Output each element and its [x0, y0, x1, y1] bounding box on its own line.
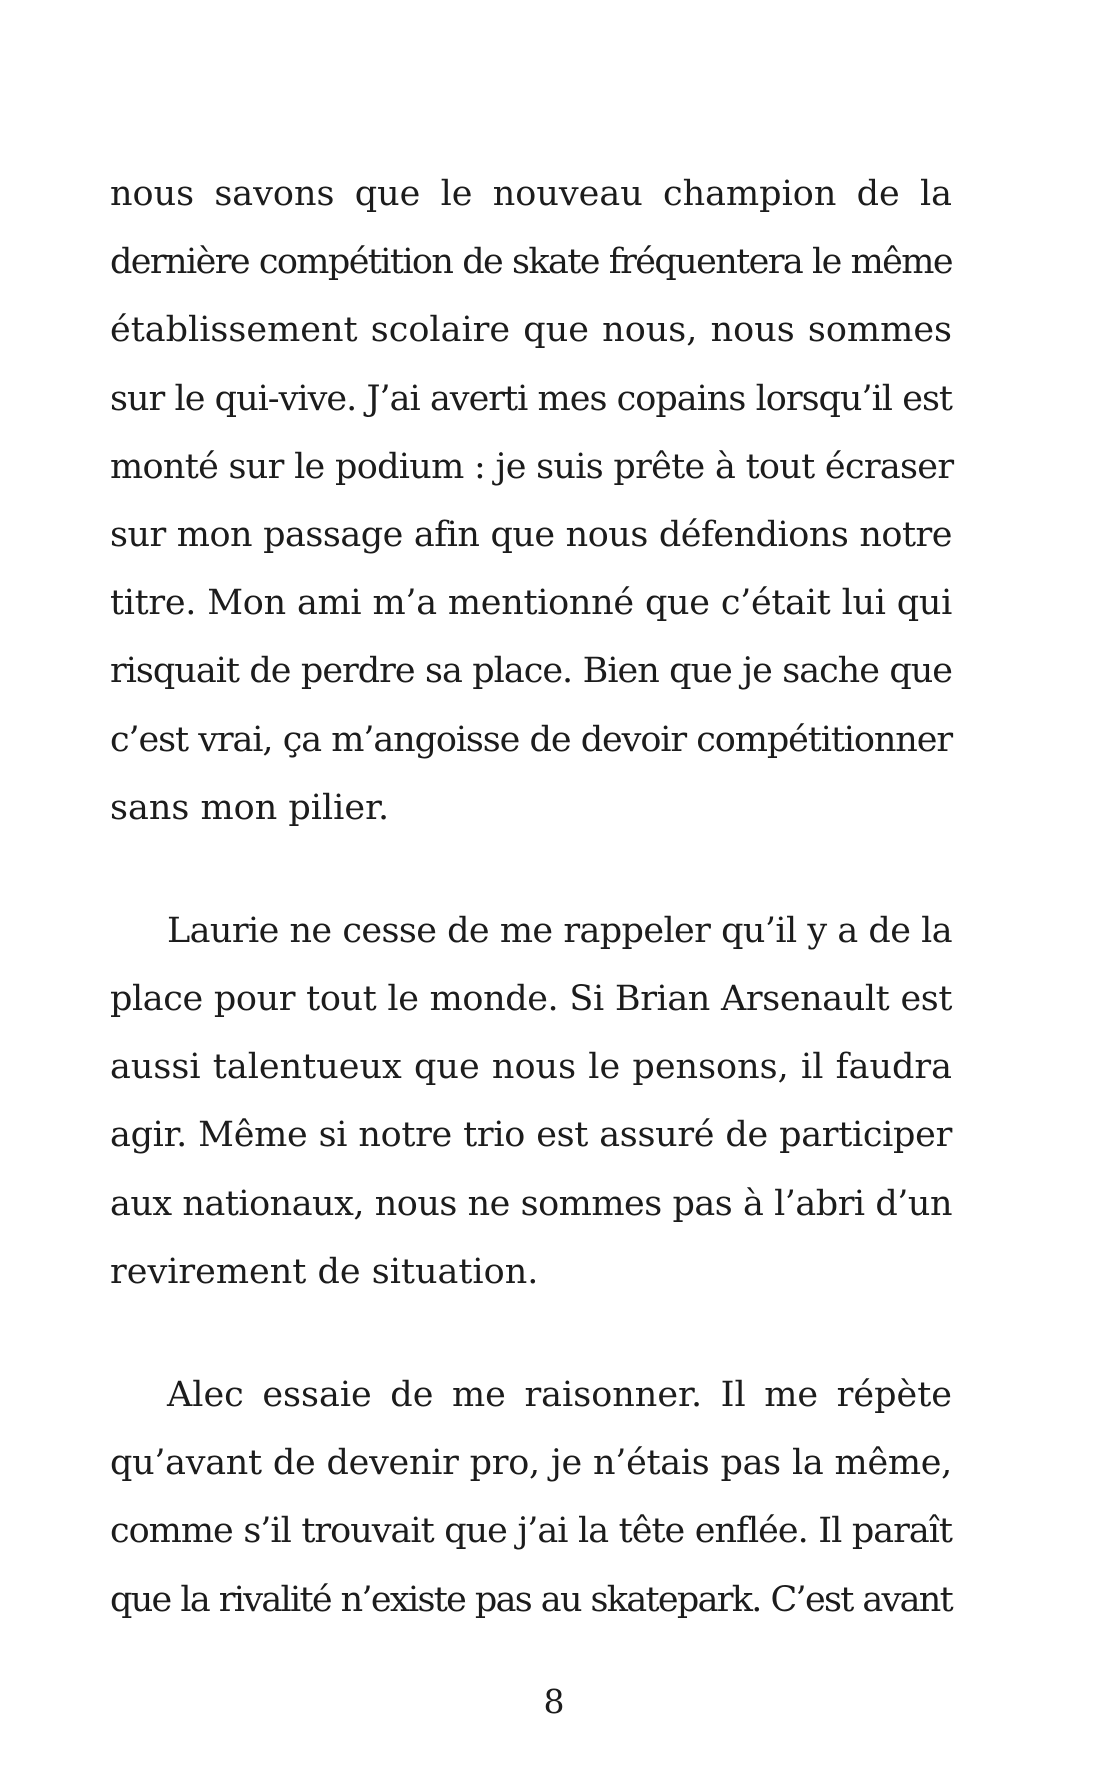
text-line: dernière compétition de skate fréquentera le même: [110, 242, 952, 283]
text-line: risquait de perdre sa place. Bien que je sache que: [110, 651, 952, 692]
text-line: qu’avant de devenir pro, je n’étais pas la même,: [110, 1443, 952, 1484]
paragraph-gap: [110, 842, 952, 897]
text-line: revirement de situation.: [110, 1251, 539, 1292]
text-line: aussi talentueux que nous le pensons, il faudra: [110, 1047, 952, 1088]
body-text: [110, 160, 952, 1634]
text-line: sur mon passage afin que nous défendions notre: [110, 514, 952, 555]
paragraph-gap: [110, 1306, 952, 1361]
paragraph-1: [110, 160, 952, 842]
text-line: établissement scolaire que nous, nous sommes: [110, 310, 952, 351]
text-line: place pour tout le monde. Si Brian Arsenault est: [110, 979, 952, 1020]
text-line: agir. Même si notre trio est assuré de participer: [110, 1115, 952, 1156]
text-line: monté sur le podium : je suis prête à tout écraser: [110, 446, 954, 487]
text-line: que la rivalité n’existe pas au skatepark. C’est avant: [110, 1579, 952, 1620]
text-line: comme s’il trouvait que j’ai la tête enflée. Il paraît: [110, 1511, 952, 1552]
text-line: Laurie ne cesse de me rappeler qu’il y a de la: [167, 910, 952, 951]
text-line: sur le qui-vive. J’ai averti mes copains lorsqu’il est: [110, 378, 952, 419]
text-line: Alec essaie de me raisonner. Il me répète: [167, 1375, 952, 1415]
paragraph-2: [110, 897, 952, 1306]
paragraph-3: [110, 1361, 952, 1634]
text-line: aux nationaux, nous ne sommes pas à l’abri d’un: [110, 1183, 952, 1224]
text-line: sans mon pilier.: [110, 787, 390, 828]
text-line: nous savons que le nouveau champion de la: [110, 174, 952, 214]
text-line: c’est vrai, ça m’angoisse de devoir compétitionner: [110, 719, 952, 760]
text-line: titre. Mon ami m’a mentionné que c’était lui qui: [110, 583, 952, 624]
page-number: 8: [543, 1682, 565, 1721]
